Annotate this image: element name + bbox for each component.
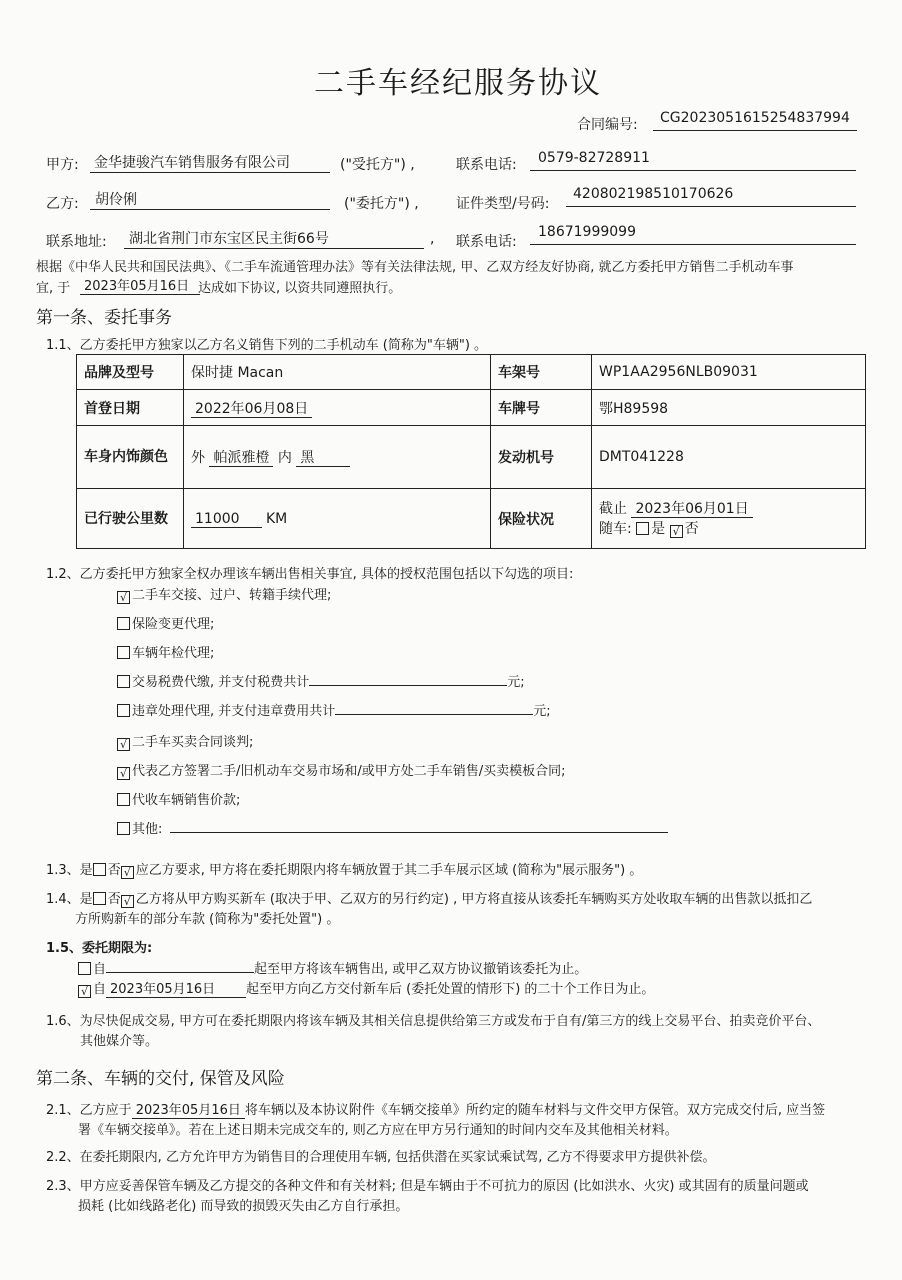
clause-1-4-yes-checkbox[interactable] (93, 892, 106, 905)
address-field[interactable]: 湖北省荆门市东宝区民主街66号 (129, 231, 329, 247)
color-label: 车身内饰颜色 (77, 426, 184, 489)
party-a-label: 甲方: (46, 157, 79, 173)
clause-1-4 (46, 888, 812, 908)
engine-label: 发动机号 (491, 426, 592, 489)
clause-1-1: 1.1、乙方委托甲方独家以乙方名义销售下列的二手机动车 (简称为"车辆") 。 (46, 338, 488, 353)
option-collect-payment-checkbox[interactable] (117, 793, 130, 806)
ins-no-checkbox[interactable]: √ (670, 525, 683, 538)
party-b-label: 乙方: (46, 196, 79, 212)
clause-1-6-line2: 其他媒介等。 (80, 1034, 159, 1049)
party-b-phone-field[interactable]: 18671999099 (538, 224, 636, 240)
clause-1-4-no-checkbox[interactable]: √ (121, 895, 134, 908)
ins-until-field[interactable]: 2023年06月01日 (631, 501, 752, 518)
option-violation-amount-field[interactable] (335, 700, 533, 715)
address-label: 联系地址: (46, 234, 107, 250)
option-sign-contract-checkbox[interactable]: √ (117, 767, 130, 780)
term-a-pre: 自 (93, 962, 107, 977)
option-insurance (117, 613, 214, 632)
page-title: 二手车经纪服务协议 (314, 66, 602, 101)
delivery-date-field[interactable]: 2023年05月16日 (132, 1103, 245, 1119)
reg-date-field[interactable]: 2022年06月08日 (191, 401, 312, 418)
brand-label: 品牌及型号 (77, 355, 184, 390)
clause-1-3-no-checkbox[interactable]: √ (121, 866, 134, 879)
vehicle-table (76, 354, 866, 549)
clause-1-4-text1: 乙方将从甲方购买新车 (取决于甲、乙双方的另行约定) , 甲方将直接从该委托车辆购买方处收取车辆的出售款以抵扣乙 (135, 892, 813, 907)
ins-until-label: 截止 (599, 500, 627, 517)
term-a-post: 起至甲方将该车辆售出, 或甲乙双方协议撤销该委托为止。 (254, 962, 588, 977)
option-collect-payment (117, 789, 240, 808)
option-inspection-label: 车辆年检代理; (132, 646, 215, 661)
color-ext-field[interactable]: 帕派雅橙 (209, 450, 273, 467)
option-tax (117, 671, 525, 690)
clause-1-5-a (78, 958, 587, 977)
term-b-date-field[interactable]: 2023年05月16日 (106, 978, 246, 998)
address-comma: , (430, 231, 435, 247)
plate-field[interactable]: 鄂H89598 (592, 390, 866, 426)
option-transfer-label: 二手车交接、过户、转籍手续代理; (132, 588, 332, 603)
party-b-name-field[interactable]: 胡伶俐 (95, 192, 137, 208)
section-1-title: 第一条、委托事务 (36, 308, 172, 328)
option-violation-suffix: 元; (533, 704, 551, 719)
option-other-checkbox[interactable] (117, 822, 130, 835)
color-cell (184, 426, 491, 489)
plate-label: 车牌号 (491, 390, 592, 426)
ins-yes-label: 是 (651, 520, 666, 537)
ins-yes-checkbox[interactable] (636, 522, 649, 535)
party-a-phone-label: 联系电话: (456, 157, 517, 173)
engine-field[interactable]: DMT041228 (592, 426, 866, 489)
clause-1-3-no-label: 否 (107, 863, 121, 878)
preamble-line2-post: 达成如下协议, 以资共同遵照执行。 (198, 281, 402, 296)
vin-label: 车架号 (491, 355, 592, 390)
option-negotiation-label: 二手车买卖合同谈判; (132, 735, 254, 750)
option-transfer-checkbox[interactable]: √ (117, 591, 130, 604)
clause-1-3-yes-checkbox[interactable] (93, 863, 106, 876)
option-inspection (117, 642, 214, 661)
clause-1-3-num: 1.3、是 (46, 863, 93, 878)
preamble-line2-pre: 宜, 于 (36, 281, 71, 296)
clause-2-3-line2: 损耗 (比如线路老化) 而导致的损毁灭失由乙方自行承担。 (78, 1199, 409, 1214)
clause-1-4-text2: 方所购新车的部分车款 (简称为"委托处置") 。 (75, 912, 340, 927)
party-a-name-field[interactable]: 金华捷骏汽车销售服务有限公司 (94, 155, 290, 171)
section-2-title: 第二条、车辆的交付, 保管及风险 (36, 1069, 285, 1089)
party-b-id-label: 证件类型/号码: (456, 196, 550, 212)
option-violation-checkbox[interactable] (117, 704, 130, 717)
clause-1-2: 1.2、乙方委托甲方独家全权办理该车辆出售相关事宜, 具体的授权范围包括以下勾选的项目: (46, 567, 574, 582)
option-collect-payment-label: 代收车辆销售价款; (132, 793, 241, 808)
party-b-role: ("委托方") , (344, 196, 419, 212)
km-cell (184, 489, 491, 549)
reg-date-cell (184, 390, 491, 426)
term-b-post: 起至甲方向乙方交付新车后 (委托处置的情形下) 的二十个工作日为止。 (246, 982, 655, 997)
ins-no-label: 否 (684, 520, 699, 537)
ins-with-label: 随车: (599, 520, 632, 537)
clause-2-3-line1: 2.3、甲方应妥善保管车辆及乙方提交的各种文件和有关材料; 但是车辆由于不可抗力的原因 (比如洪水、火灾) 或其固有的质量问题或 (46, 1179, 809, 1194)
party-b-phone-label: 联系电话: (456, 234, 517, 250)
clause-2-1-pre: 2.1、乙方应于 (46, 1103, 132, 1118)
clause-1-6-line1: 1.6、为尽快促成交易, 甲方可在委托期限内将该车辆及其相关信息提供给第三方或发布于自有/第三方的线上交易平台、拍卖竞价平台、 (46, 1014, 821, 1029)
km-field[interactable]: 11000 (191, 511, 262, 528)
party-b-id-field[interactable]: 420802198510170626 (573, 186, 734, 202)
option-insurance-label: 保险变更代理; (132, 617, 215, 632)
term-a-date-field[interactable] (106, 958, 254, 973)
option-transfer (117, 584, 331, 604)
option-tax-label: 交易税费代缴, 并支付税费共计 (132, 675, 310, 690)
insurance-label: 保险状况 (491, 489, 592, 549)
clause-1-3-text: 应乙方要求, 甲方将在委托期限内将车辆放置于其二手车展示区域 (简称为"展示服务") 。 (135, 863, 643, 878)
option-other (117, 818, 668, 837)
option-tax-checkbox[interactable] (117, 675, 130, 688)
option-violation-label: 违章处理代理, 并支付违章费用共计 (132, 704, 336, 719)
brand-field[interactable]: 保时捷 Macan (184, 355, 491, 390)
color-ext-label: 外 (191, 450, 205, 466)
clause-1-5-b (78, 978, 654, 998)
clause-2-2: 2.2、在委托期限内, 乙方允许甲方为销售目的合理使用车辆, 包括供潜在买家试乘试驾, 乙方不得要求甲方提供补偿。 (46, 1150, 716, 1165)
color-int-label: 内 (277, 450, 292, 466)
color-int-field[interactable]: 黑 (296, 450, 350, 467)
term-b-pre: 自 (93, 982, 107, 997)
option-inspection-checkbox[interactable] (117, 646, 130, 659)
preamble-line1: 根据《中华人民共和国民法典》、《二手车流通管理办法》等有关法律法规, 甲、乙双方经友好协商, 就乙方委托甲方销售二手机动车事 (36, 260, 794, 275)
clause-1-4-no-label: 否 (107, 892, 121, 907)
option-negotiation-checkbox[interactable]: √ (117, 738, 130, 751)
option-other-label: 其他: (132, 822, 163, 837)
option-negotiation (117, 731, 253, 751)
option-tax-suffix: 元; (507, 675, 525, 690)
contract-no-label: 合同编号: (577, 117, 638, 133)
option-tax-amount-field[interactable] (309, 671, 507, 686)
clause-2-1 (46, 1099, 825, 1118)
party-a-role: ("受托方") , (340, 157, 415, 173)
preamble-date-field[interactable]: 2023年05月16日 (80, 275, 200, 295)
party-a-phone-field[interactable]: 0579-82728911 (538, 150, 650, 166)
clause-2-1-post: 将车辆以及本协议附件《车辆交接单》所约定的随车材料与文件交甲方保管。双方完成交付后, 应当签 (244, 1103, 826, 1118)
km-unit: KM (266, 510, 288, 527)
option-sign-contract (117, 760, 566, 780)
term-a-checkbox[interactable] (78, 962, 91, 975)
clause-1-5-title: 1.5、委托期限为: (46, 941, 153, 956)
option-sign-contract-label: 代表乙方签署二手/旧机动车交易市场和/或甲方处二手车销售/买卖模板合同; (132, 764, 566, 779)
term-b-checkbox[interactable]: √ (78, 985, 91, 998)
option-insurance-checkbox[interactable] (117, 617, 130, 630)
vin-field[interactable]: WP1AA2956NLB09031 (592, 355, 866, 390)
contract-no-field[interactable]: CG2023051615254837994 (660, 110, 850, 126)
km-label: 已行驶公里数 (77, 489, 184, 549)
clause-1-3 (46, 859, 642, 879)
reg-date-label: 首登日期 (77, 390, 184, 426)
clause-1-4-num: 1.4、是 (46, 892, 93, 907)
option-other-field[interactable] (170, 818, 668, 833)
clause-2-1-line2: 署《车辆交接单》。若在上述日期未完成交车的, 则乙方应在甲方另行通知的时间内交车及其他相关材料。 (78, 1123, 678, 1138)
insurance-cell (592, 489, 866, 549)
option-violation (117, 700, 551, 719)
